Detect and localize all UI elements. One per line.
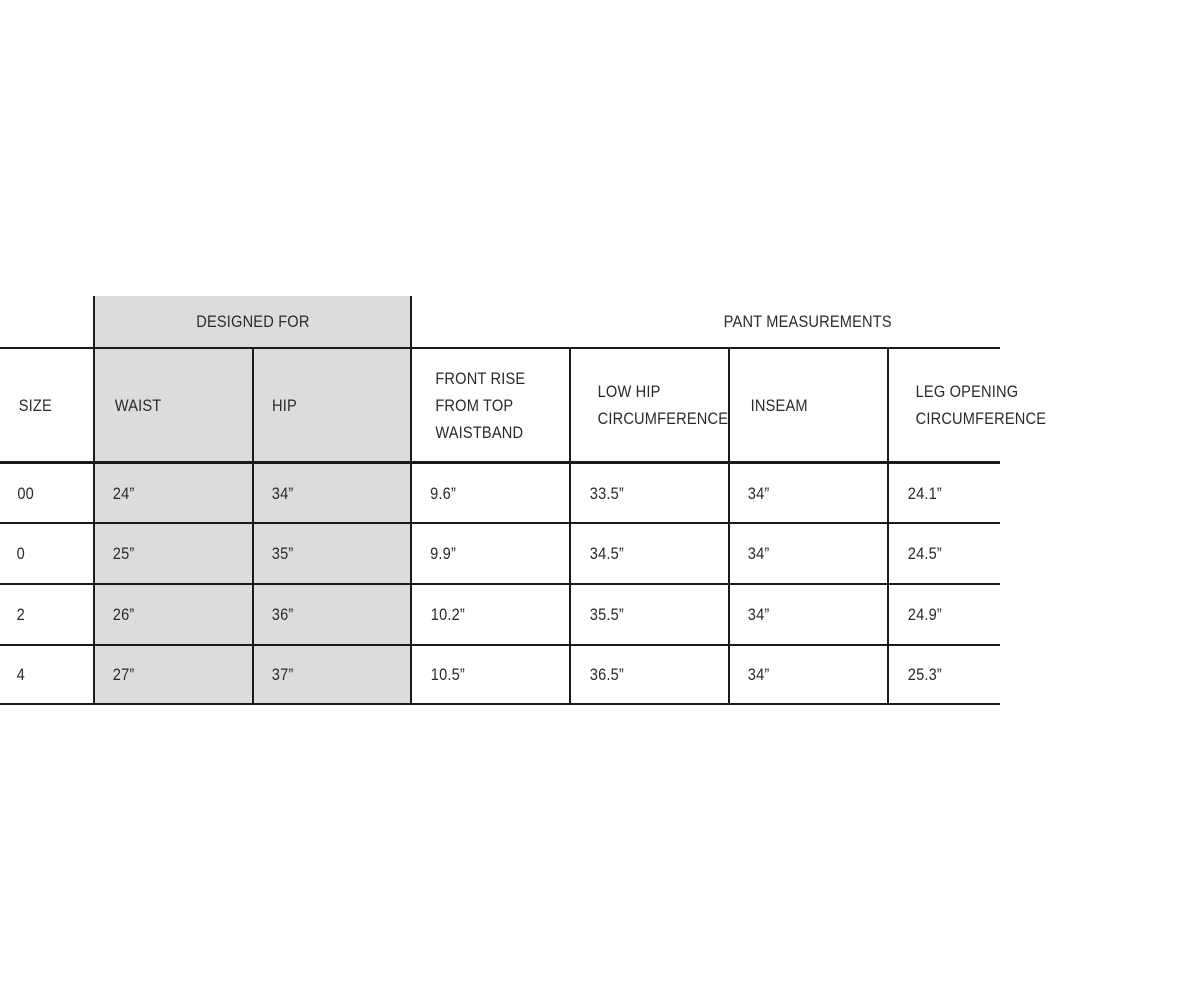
column-header-leg-opening: [889, 349, 1047, 461]
column-header-size: [0, 349, 93, 461]
column-header-leg-opening-label: LEG OPENING CIRCUMFERENCE: [915, 382, 1047, 428]
group-header-designed-for-label: DESIGNED FOR: [195, 312, 310, 331]
cell-inseam: 34”: [747, 605, 770, 624]
cell-waist: 24”: [112, 483, 135, 503]
cell-waist: 27”: [112, 665, 135, 684]
column-header-waist: [95, 349, 252, 461]
cell-size: 2: [16, 605, 25, 624]
cell-leg-opening: 24.5”: [907, 544, 942, 563]
cell-leg-opening: 25.3”: [907, 665, 942, 684]
cell-size: 0: [16, 544, 25, 563]
cell-inseam: 34”: [747, 483, 770, 503]
cell-low-hip: 33.5”: [589, 483, 624, 503]
cell-size: 4: [16, 665, 25, 684]
cell-size: 00: [17, 483, 34, 503]
cell-low-hip: 35.5”: [589, 605, 624, 624]
column-header-hip: [254, 349, 410, 461]
column-header-size-label: SIZE: [18, 395, 52, 415]
column-header-hip-label: HIP: [272, 395, 297, 415]
group-header-designed-for: [95, 296, 410, 347]
cell-low-hip: 34.5”: [589, 544, 624, 563]
cell-low-hip: 36.5”: [589, 665, 624, 684]
cell-front-rise: 9.6”: [430, 483, 456, 503]
group-header-pant-measurements: [412, 296, 1204, 347]
cell-front-rise: 9.9”: [430, 544, 456, 563]
column-header-inseam: [730, 349, 887, 461]
cell-hip: 35”: [271, 544, 294, 563]
cell-inseam: 34”: [747, 544, 770, 563]
cell-hip: 37”: [271, 665, 294, 684]
cell-front-rise: 10.5”: [430, 665, 465, 684]
cell-front-rise: 10.2”: [430, 605, 465, 624]
cell-waist: 26”: [112, 605, 135, 624]
rule-bottom: [0, 703, 1000, 705]
column-header-front-rise: [412, 349, 569, 461]
cell-waist: 25”: [112, 544, 135, 563]
cell-hip: 34”: [271, 483, 294, 503]
cell-inseam: 34”: [747, 665, 770, 684]
column-header-low-hip-label: LOW HIP CIRCUMFERENCE: [597, 382, 729, 428]
column-header-front-rise-label: FRONT RISE FROM TOP WAISTBAND: [435, 368, 526, 442]
cell-leg-opening: 24.1”: [907, 483, 942, 503]
cell-leg-opening: 24.9”: [907, 605, 942, 624]
column-header-low-hip: [571, 349, 728, 461]
cell-hip: 36”: [271, 605, 294, 624]
column-header-waist-label: WAIST: [114, 395, 162, 415]
column-header-inseam-label: INSEAM: [750, 395, 808, 415]
group-header-pant-measurements-label: PANT MEASUREMENTS: [723, 312, 893, 331]
